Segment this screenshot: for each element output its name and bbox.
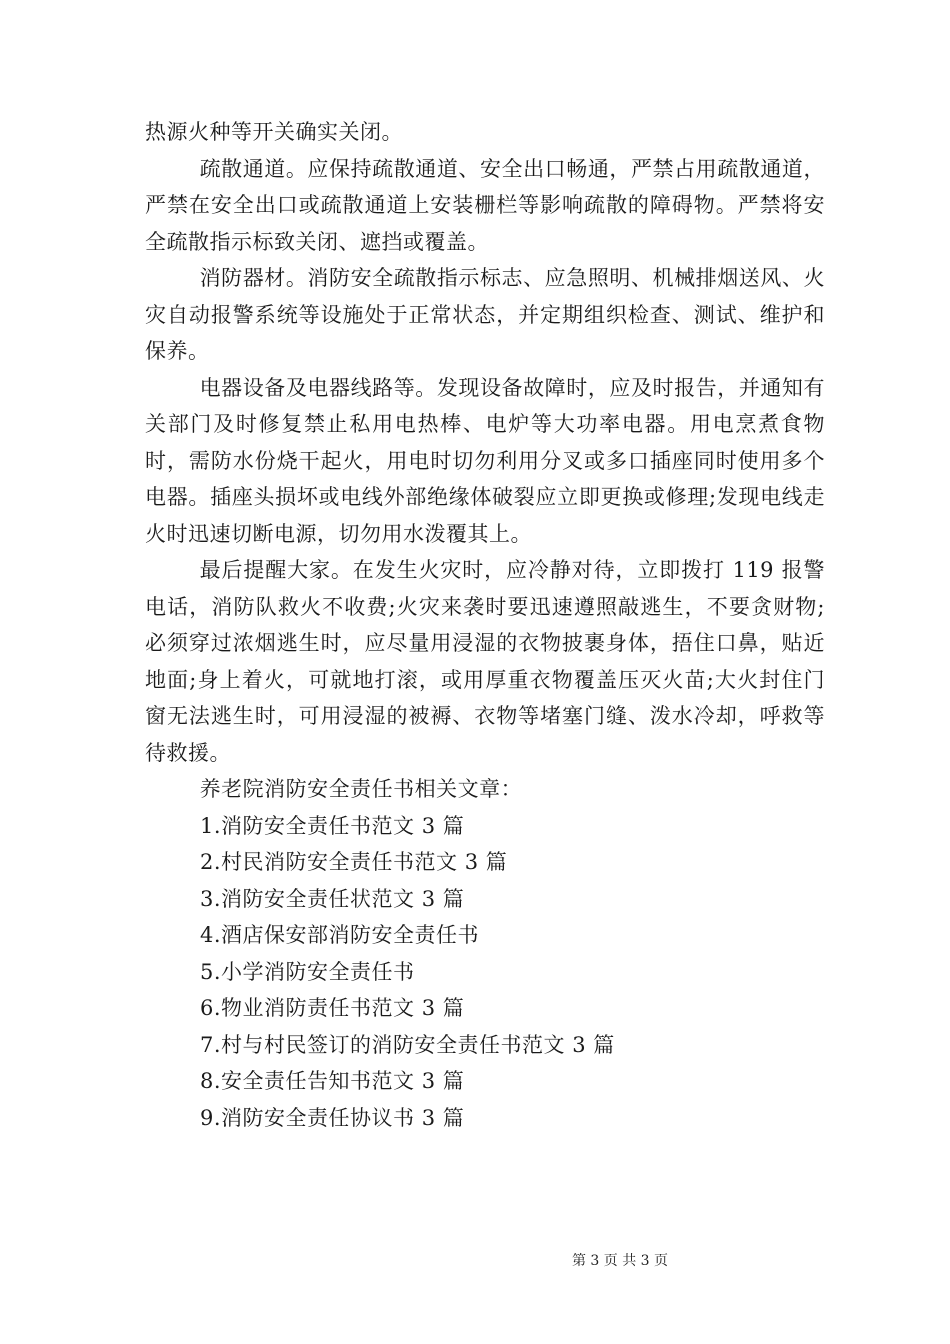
related-article-link[interactable]: 8.安全责任告知书范文 3 篇 [200,1069,465,1093]
paragraph-evacuation-routes: 疏散通道。应保持疏散通道、安全出口畅通，严禁占用疏散通道，严禁在安全出口或疏散通道上安装栅栏等影响疏散的障碍物。严禁将安全疏散指示标致关闭、遮挡或覆盖。 [145,156,825,254]
related-article-link[interactable]: 6.物业消防责任书范文 3 篇 [200,996,465,1020]
paragraph-final-reminder: 最后提醒大家。在发生火灾时，应冷静对待，立即拨打 119 报警电话，消防队救火不收费;火灾来袭时要迅速遵照敲逃生，不要贪财物;必须穿过浓烟逃生时，应尽量用浸湿的衣物披裹身体，捂住口鼻，贴近地面;身上着火，可就地打滚，或用厚重衣物覆盖压灭火苗;大火封住门窗无法逃生时，可用浸湿的被褥、衣物等堵塞门缝、泼水冷却，呼救等待救援。 [145,558,825,765]
related-article-link[interactable]: 1.消防安全责任书范文 3 篇 [200,813,465,838]
paragraph-continuation: 热源火种等开关确实关闭。 [145,120,403,144]
page-footer [0,1250,950,1270]
related-article-link[interactable]: 4.酒店保安部消防安全责任书 [200,923,480,947]
related-article-link[interactable]: 7.村与村民签订的消防安全责任书范文 3 篇 [200,1032,615,1057]
paragraph-electrical-equipment: 电器设备及电器线路等。发现设备故障时，应及时报告，并通知有关部门及时修复禁止私用电热棒、电炉等大功率电器。用电烹煮食物时，需防水份烧干起火，用电时切勿利用分叉或多口插座同时使用多个电器。插座头损坏或电线外部绝缘体破裂应立即更换或修理;发现电线走火时迅速切断电源，切勿用水泼覆其上。 [145,375,825,546]
related-article-link[interactable]: 2.村民消防安全责任书范文 3 篇 [200,850,508,874]
related-article-link[interactable]: 9.消防安全责任协议书 3 篇 [200,1105,465,1130]
related-article-link[interactable]: 5.小学消防安全责任书 [200,959,415,984]
related-articles-list [145,808,825,1137]
document-body [145,114,825,1136]
page-number: 第 3 页 共 3 页 [571,1253,669,1269]
related-articles-heading: 养老院消防安全责任书相关文章： [199,777,523,801]
paragraph-fire-equipment: 消防器材。消防安全疏散指示标志、应急照明、机械排烟送风、火灾自动报警系统等设施处于正常状态，并定期组织检查、测试、维护和保养。 [145,266,825,363]
related-article-link[interactable]: 3.消防安全责任状范文 3 篇 [200,886,465,911]
